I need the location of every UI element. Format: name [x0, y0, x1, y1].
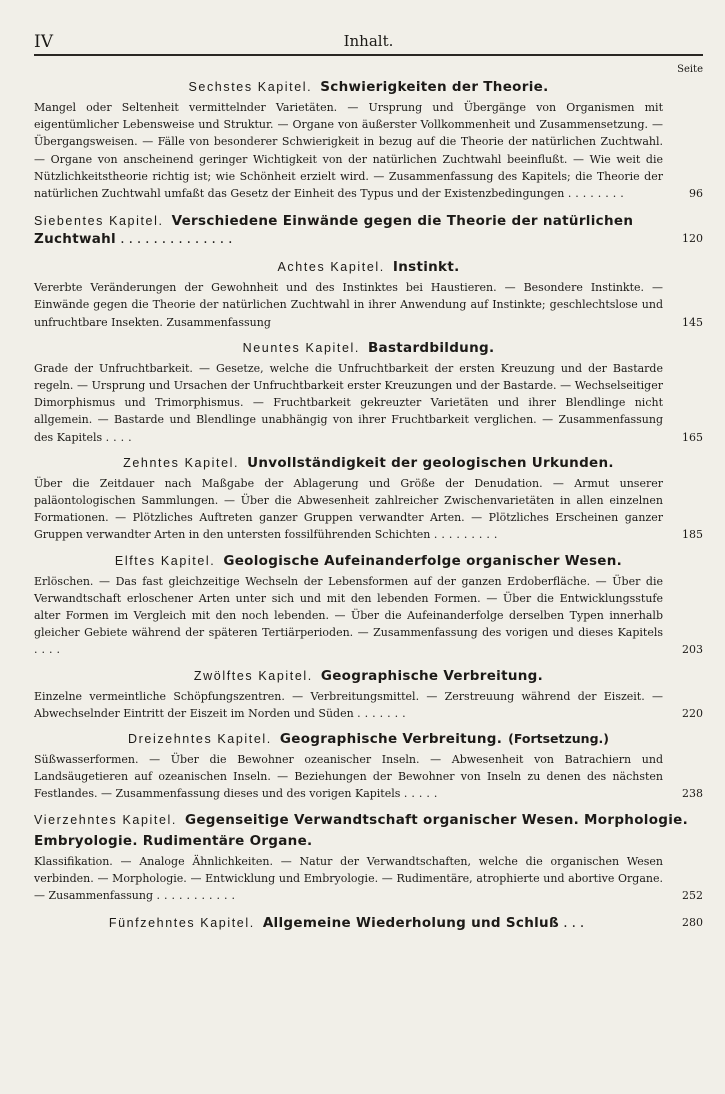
chapter-ordinal: Neuntes Kapitel.	[242, 340, 360, 355]
toc-entry	[34, 212, 703, 248]
chapter-title: Geologische Aufeinanderfolge organischer Wesen.	[223, 552, 623, 569]
chapter-page: 145	[682, 315, 703, 329]
chapter-page: 120	[682, 232, 703, 246]
chapter-summary: Über die Zeitdauer nach Maßgabe der Ablagerung und Größe der Denudation. — Armut unserer paläontologischen Sammlungen. — Über die Abwesenheit zahlreicher Zwischenvarietäten in allen einzelnen Formationen. — Plötzliches Auftreten ganzer Gruppen verwandter Arten. — Plötzliches Erscheinen ganzer Gruppen verwandter Arten in den untersten fossilführenden Schichten ......... 185	[34, 475, 703, 544]
chapter-summary: Klassifikation. — Analoge Ähnlichkeiten. — Natur der Verwandtschaften, welche die organischen Wesen verbinden. — Morphologie. — Entwicklung und Embryologie. — Rudimentäre, atrophierte und abortive Organe. — Zusammenfassung ........... 252	[34, 853, 703, 905]
chapter-ordinal: Vierzehntes Kapitel.	[34, 812, 177, 827]
chapter-ordinal: Achtes Kapitel.	[277, 260, 385, 275]
summary-text: Mangel oder Seltenheit vermittelnder Varietäten. — Ursprung und Übergänge von Organismen mit eigentümlicher Lebensweise und Struktur. — Organe von äußerster Vollkommenheit und Zusammensetzung. — Übergangsweisen. — Fälle von besonderer Schwierigkeit in bezug auf die Theorie der natürlichen Zuchtwahl. — Organe von anscheinend geringer Wichtigkeit von der natürlichen Zuchtwahl beeinflußt. — Wie weit die Nützlichkeitstheorie richtig ist; wie Schönheit erzielt wird. — Zusammenfassung des Kapitels; die Theorie der natürlichen Zuchtwahl umfaßt das Gesetz der Einheit des Typus und der Existenzbedingungen	[34, 101, 663, 201]
toc-entry	[34, 337, 703, 446]
toc-entry	[34, 256, 703, 331]
summary-text: Süßwasserformen. — Über die Bewohner ozeanischer Inseln. — Abwesenheit von Batrachiern und Landsäugetieren auf ozeanischen Inseln. — Beziehungen der Bewohner von Inseln zu denen des nächsten Festlandes. — Zusammenfassung dieses und des vorigen Kapitels	[34, 753, 663, 801]
chapter-title: Geographische Verbreitung.	[320, 667, 544, 684]
chapter-subtitle: (Fortsetzung.)	[508, 731, 609, 747]
chapter-heading: Siebentes Kapitel. Verschiedene Einwände gegen die Theorie der natürlichen Zuchtwahl .............. 120	[34, 213, 703, 248]
chapter-heading	[34, 256, 703, 277]
running-title: Inhalt.	[343, 32, 394, 50]
chapter-page: 220	[682, 706, 703, 720]
page-number: IV	[34, 32, 53, 52]
header-rule	[34, 54, 703, 56]
chapter-title: Instinkt.	[392, 259, 460, 276]
chapter-heading	[34, 809, 703, 851]
summary-text: Über die Zeitdauer nach Maßgabe der Ablagerung und Größe der Denudation. — Armut unserer paläontologischen Sammlungen. — Über die Abwesenheit zahlreicher Zwischenvarietäten in allen einzelnen Formationen. — Plötzliches Auftreten ganzer Gruppen verwandter Arten. — Plötzliches Erscheinen ganzer Gruppen verwandter Arten in den untersten fossilführenden Schichten	[34, 476, 663, 542]
chapter-summary: Süßwasserformen. — Über die Bewohner ozeanischer Inseln. — Abwesenheit von Batrachiern und Landsäugetieren auf ozeanischen Inseln. — Beziehungen der Bewohner von Inseln zu denen des nächsten Festlandes. — Zusammenfassung dieses und des vorigen Kapitels ..... 238	[34, 751, 703, 803]
chapter-heading	[34, 337, 703, 358]
chapter-title: Unvollständigkeit der geologischen Urkunden.	[247, 454, 614, 471]
toc-entry	[34, 728, 703, 803]
chapter-ordinal: Sechstes Kapitel.	[188, 80, 313, 94]
toc-entry	[34, 809, 703, 905]
chapter-page: 280	[682, 916, 703, 930]
chapter-ordinal: Siebentes Kapitel.	[34, 214, 164, 229]
chapter-page: 238	[682, 787, 703, 801]
chapter-page: 96	[689, 187, 703, 201]
chapter-title: Gegenseitige Verwandtschaft organischer Wesen. Morphologie. Embryologie. Rudimentäre Organe.	[34, 811, 689, 849]
chapter-ordinal: Zwölftes Kapitel.	[193, 668, 313, 683]
chapter-title: Schwierigkeiten der Theorie.	[320, 79, 549, 95]
chapter-ordinal: Fünfzehntes Kapitel.	[108, 916, 255, 931]
page-header	[34, 28, 703, 52]
chapter-title: Verschiedene Einwände gegen die Theorie der natürlichen Zuchtwahl	[34, 213, 634, 248]
chapter-page: 165	[682, 430, 703, 444]
toc-entry	[34, 452, 703, 544]
summary-text: Vererbte Veränderungen der Gewohnheit und des Instinktes bei Haustieren. — Besondere Instinkte. — Einwände gegen die Theorie der natürlichen Zuchtwahl in ihrer Anwendung auf Instinkte; geschlechtslose und unfruchtbare Insekten. Zusammenfassung	[34, 281, 663, 329]
chapter-page: 252	[682, 889, 703, 903]
summary-text: Klassifikation. — Analoge Ähnlichkeiten. — Natur der Verwandtschaften, welche die organischen Wesen verbinden. — Morphologie. — Entwicklung und Embryologie. — Rudimentäre, atrophierte und abortive Organe. — Zusammenfassung	[34, 854, 663, 903]
toc-entry	[34, 914, 703, 932]
chapter-ordinal: Dreizehntes Kapitel.	[128, 732, 272, 747]
chapter-heading	[34, 665, 703, 686]
chapter-page: 185	[682, 528, 703, 542]
chapter-summary: Mangel oder Seltenheit vermittelnder Varietäten. — Ursprung und Übergänge von Organismen mit eigentümlicher Lebensweise und Struktur. — Organe von äußerster Vollkommenheit und Zusammensetzung. — Übergangsweisen. — Fälle von besonderer Schwierigkeit in bezug auf die Theorie der natürlichen Zuchtwahl. — Organe von anscheinend geringer Wichtigkeit von der natürlichen Zuchtwahl beeinflußt. — Wie weit die Nützlichkeitstheorie richtig ist; wie Schönheit erzielt wird. — Zusammenfassung des Kapitels; die Theorie der natürlichen Zuchtwahl umfaßt das Gesetz der Einheit des Typus und der Existenzbedingungen ........ 96	[34, 99, 703, 202]
summary-text: Erlöschen. — Das fast gleichzeitige Wechseln der Lebensformen auf der ganzen Erdoberfläche. — Über die Verwandtschaft erloschener Arten unter sich und mit den lebenden Formen. — Über die Entwicklungsstufe alter Formen im Vergleich mit den noch lebenden. — Über die Aufeinanderfolge derselben Typen innerhalb gleicher Gebiete während der späteren Tertiärperioden. — Zusammenfassung des vorigen und dieses Kapitels	[34, 574, 663, 640]
chapter-summary: Erlöschen. — Das fast gleichzeitige Wechseln der Lebensformen auf der ganzen Erdoberfläche. — Über die Verwandtschaft erloschener Arten unter sich und mit den lebenden Formen. — Über die Entwicklungsstufe alter Formen im Vergleich mit den noch lebenden. — Über die Aufeinanderfolge derselben Typen innerhalb gleicher Gebiete während der späteren Tertiärperioden. — Zusammenfassung des vorigen und dieses Kapitels .... 203	[34, 573, 703, 659]
chapter-summary: Einzelne vermeintliche Schöpfungszentren. — Verbreitungsmittel. — Zerstreuung während der Eiszeit. — Abwechselnder Eintritt der Eiszeit im Norden und Süden ....... 220	[34, 688, 703, 722]
chapter-heading	[34, 550, 703, 571]
chapter-title: Allgemeine Wiederholung und Schluß	[262, 915, 559, 932]
chapter-title: Geographische Verbreitung.	[279, 731, 503, 748]
chapter-page: 203	[682, 643, 703, 657]
chapter-heading	[34, 76, 703, 97]
summary-text: Einzelne vermeintliche Schöpfungszentren. — Verbreitungsmittel. — Zerstreuung während der Eiszeit. — Abwechselnder Eintritt der Eiszeit im Norden und Süden	[34, 689, 663, 720]
chapter-ordinal: Elftes Kapitel.	[114, 553, 216, 568]
toc-entry	[34, 76, 703, 202]
chapter-summary	[34, 279, 703, 331]
chapter-heading	[34, 452, 703, 473]
seite-label: Seite	[677, 64, 703, 75]
chapter-ordinal: Zehntes Kapitel.	[123, 455, 240, 470]
summary-text: Grade der Unfruchtbarkeit. — Gesetze, welche die Unfruchtbarkeit der ersten Kreuzung und der Bastarde regeln. — Ursprung und Ursachen der Unfruchtbarkeit erster Kreuzungen und der Bastarde. — Wechselseitiger Dimorphismus und Trimorphismus. — Fruchtbarkeit gekreuzter Varietäten und ihrer Blendlinge nicht allgemein. — Bastarde und Blendlinge unabhängig von ihrer Fruchtbarkeit verglichen. — Zusammenfassung des Kapitels	[34, 361, 663, 444]
toc-entry	[34, 665, 703, 722]
chapter-title: Bastardbildung.	[367, 339, 495, 356]
toc-entry	[34, 550, 703, 659]
chapter-summary: Grade der Unfruchtbarkeit. — Gesetze, welche die Unfruchtbarkeit der ersten Kreuzung und der Bastarde regeln. — Ursprung und Ursachen der Unfruchtbarkeit erster Kreuzungen und der Bastarde. — Wechselseitiger Dimorphismus und Trimorphismus. — Fruchtbarkeit gekreuzter Varietäten und ihrer Blendlinge nicht allgemein. — Bastarde und Blendlinge unabhängig von ihrer Fruchtbarkeit verglichen. — Zusammenfassung des Kapitels .... 165	[34, 360, 703, 446]
chapter-heading: Fünfzehntes Kapitel. Allgemeine Wiederholung und Schluß ... 280	[108, 915, 703, 932]
chapter-heading	[34, 728, 703, 749]
